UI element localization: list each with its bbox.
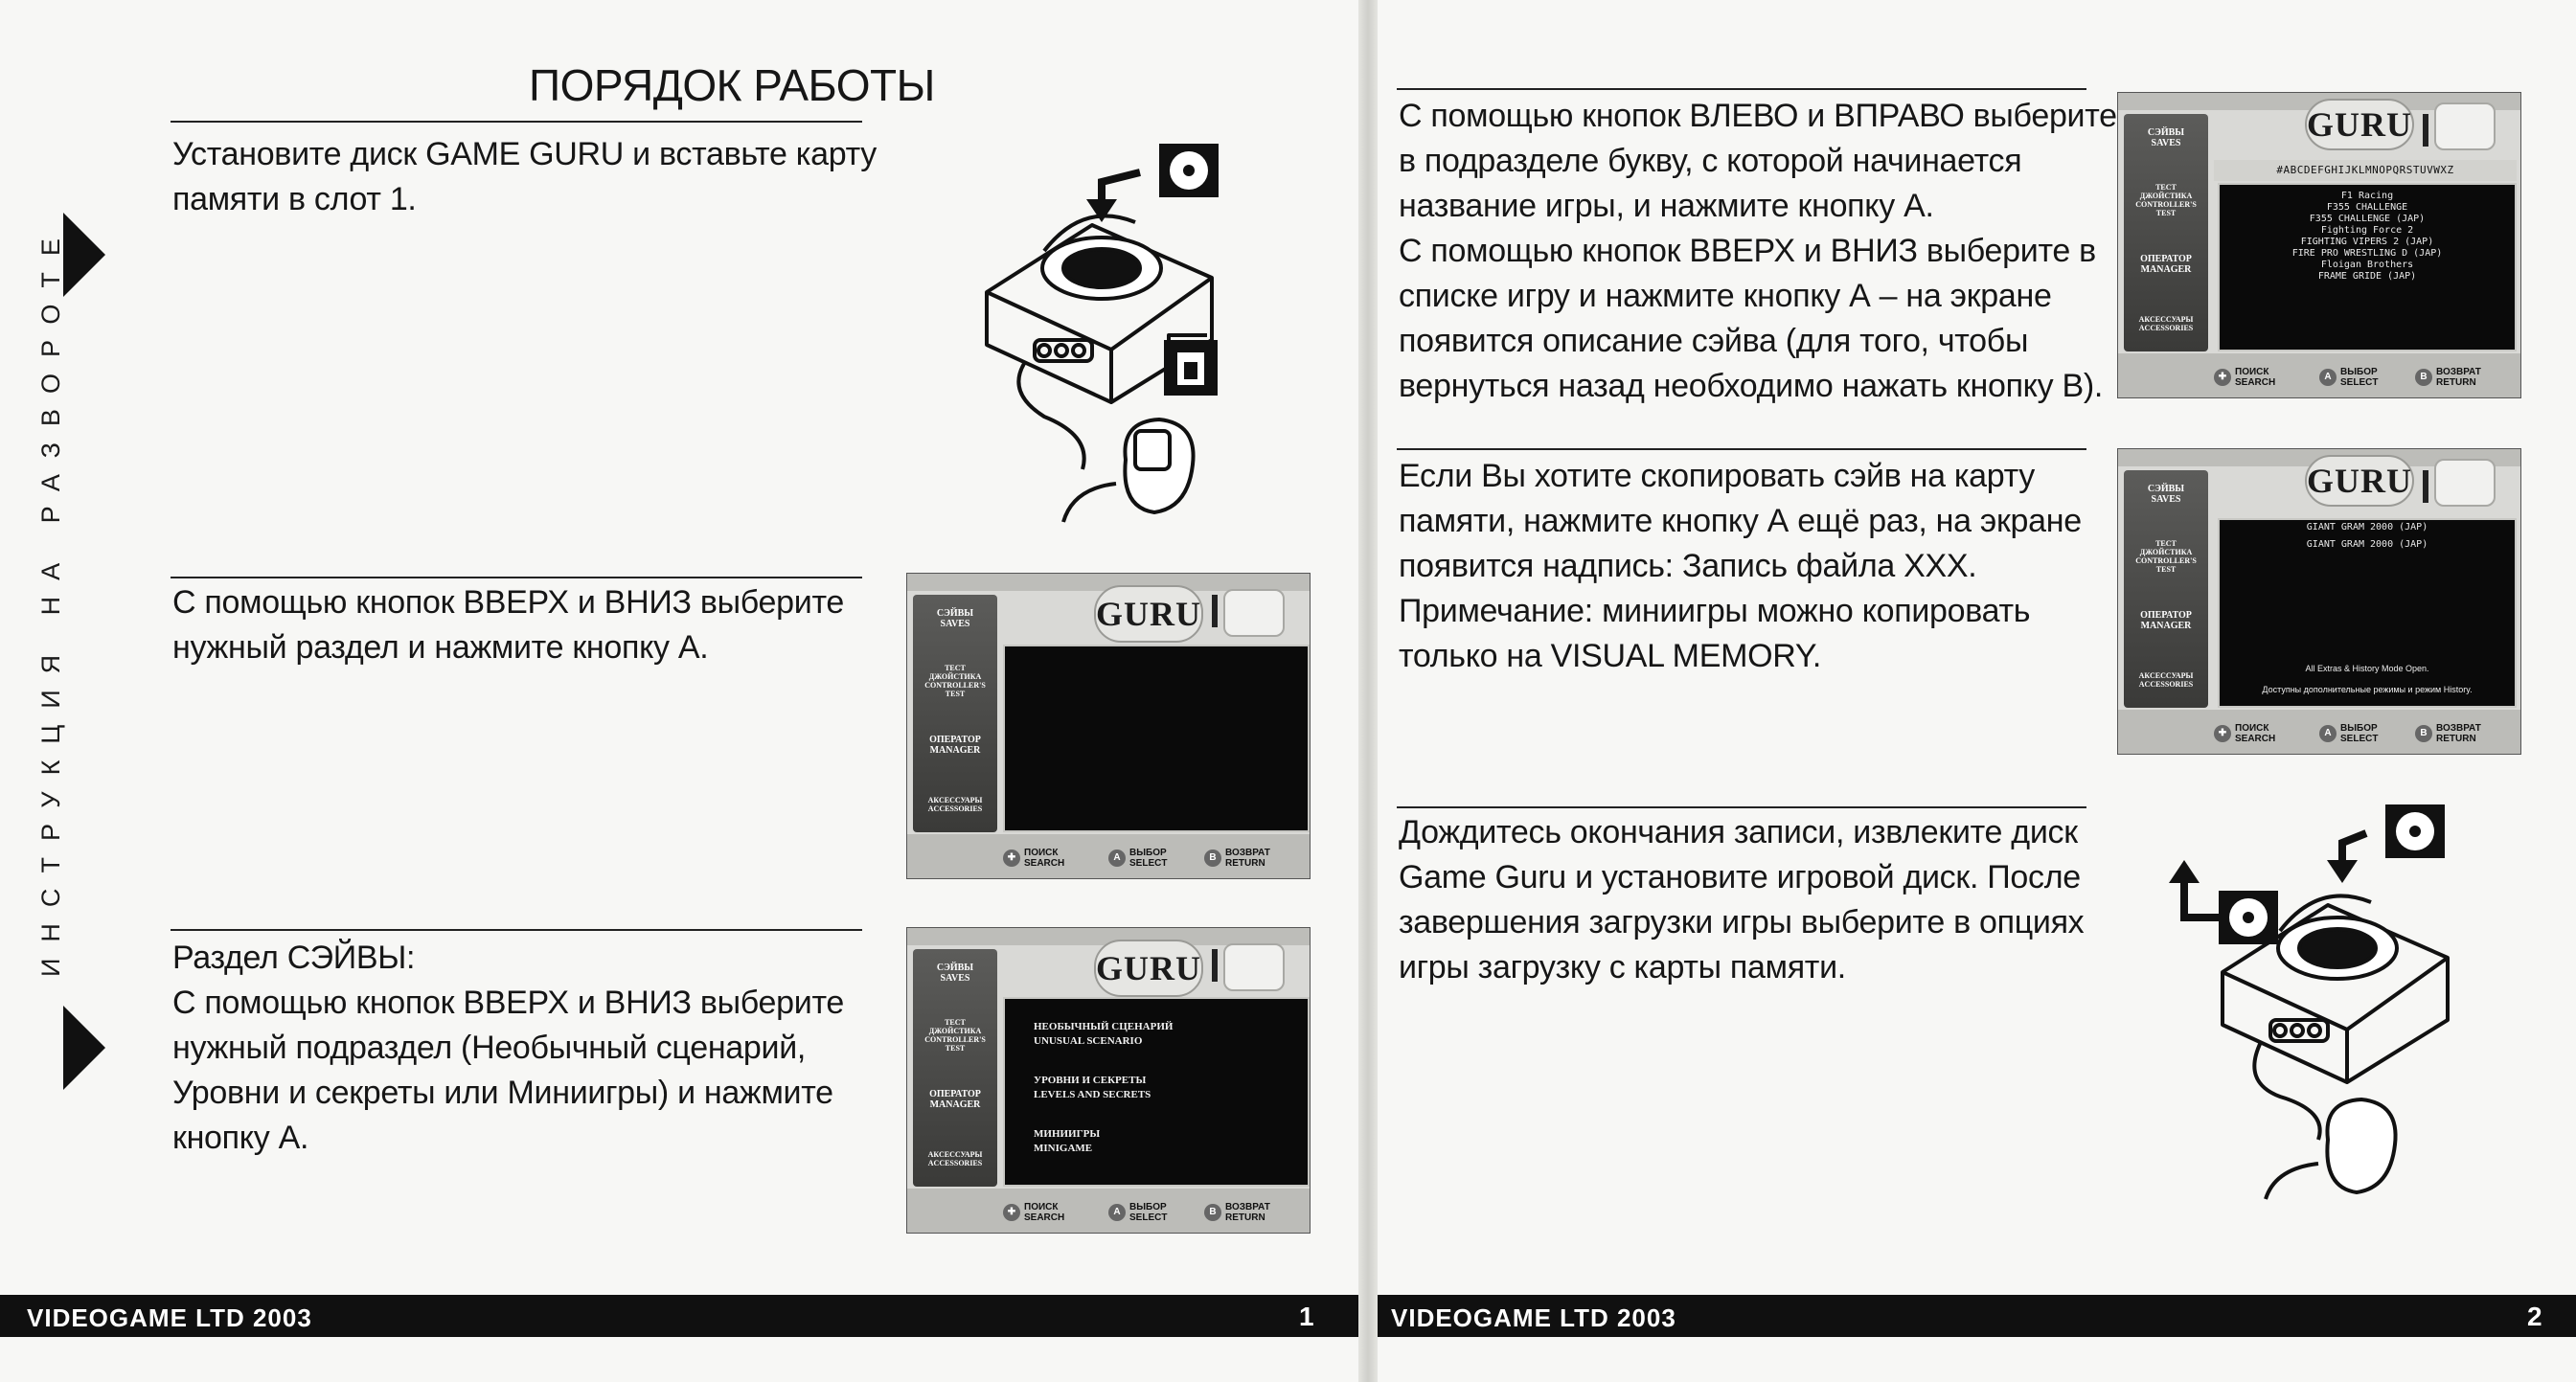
menu-controller-test: ТЕСТ ДЖОЙСТИКА CONTROLLER'S TEST bbox=[2135, 539, 2197, 574]
btn-select: A ВЫБОР SELECT bbox=[2319, 723, 2378, 744]
menu-accessories: АКСЕССУАРЫ ACCESSORIES bbox=[927, 1150, 983, 1167]
console-swap-illustration bbox=[2165, 804, 2472, 1207]
screenshot-main-menu bbox=[906, 573, 1311, 879]
copy-note-en: All Extras & History Mode Open. bbox=[2305, 664, 2429, 673]
menu-saves: СЭЙВЫ SAVES bbox=[936, 608, 974, 629]
btn-select: A ВЫБОР SELECT bbox=[1108, 848, 1167, 869]
step5-line: памяти, нажмите кнопку А ещё раз, на экране bbox=[1399, 503, 2082, 539]
vmu-slot-icon bbox=[2423, 114, 2428, 147]
vmu-icon bbox=[2434, 459, 2496, 507]
step4-line: появится описание сэйва (для того, чтобы bbox=[1399, 323, 2029, 359]
menu-manager: ОПЕРАТОР MANAGER bbox=[929, 735, 981, 756]
btn-search: ✚ ПОИСК SEARCH bbox=[1003, 1202, 1064, 1223]
screen-side-menu bbox=[913, 949, 997, 1187]
footer-publisher-right: VIDEOGAME LTD 2003 bbox=[1391, 1303, 1676, 1332]
step5-line: только на VISUAL MEMORY. bbox=[1399, 638, 1822, 674]
vmu-icon bbox=[1223, 943, 1285, 991]
step4-line: С помощью кнопок ВЛЕВО и ВПРАВО выберите bbox=[1399, 98, 2117, 134]
screen-side-menu bbox=[2124, 470, 2208, 708]
copy-note-ru: Доступны дополнительные режимы и режим History. bbox=[2262, 685, 2473, 694]
step2-line: нужный раздел и нажмите кнопку А. bbox=[172, 629, 709, 666]
menu-accessories: АКСЕССУАРЫ ACCESSORIES bbox=[927, 796, 983, 813]
console-insert-illustration bbox=[968, 144, 1255, 536]
step6-text bbox=[1399, 810, 2084, 990]
page-number-left: 1 bbox=[1299, 1302, 1314, 1331]
step2-line: С помощью кнопок ВВЕРХ и ВНИЗ выберите bbox=[172, 584, 844, 621]
guru-logo: GURU bbox=[2305, 455, 2414, 507]
screen-panel bbox=[1003, 645, 1310, 832]
step4-rule bbox=[1397, 88, 2086, 90]
screenshot-game-list bbox=[2117, 92, 2521, 398]
menu-accessories: АКСЕССУАРЫ ACCESSORIES bbox=[2138, 315, 2194, 332]
screen-side-menu bbox=[2124, 114, 2208, 351]
step6-line: Дождитесь окончания записи, извлеките диск bbox=[1399, 814, 2078, 850]
screen-button-bar bbox=[907, 834, 1310, 878]
menu-accessories: АКСЕССУАРЫ ACCESSORIES bbox=[2138, 671, 2194, 689]
btn-return: B ВОЗВРАТ RETURN bbox=[1204, 1202, 1270, 1223]
step1-line: памяти в слот 1. bbox=[172, 181, 417, 217]
step3-line: Раздел СЭЙВЫ: bbox=[172, 940, 416, 976]
marker-triangle-top bbox=[63, 213, 105, 297]
step4-line: в подразделе букву, с которой начинается bbox=[1399, 143, 2022, 179]
screen-panel bbox=[2218, 183, 2517, 351]
game-list-item: F355 CHALLENGE (JAP) bbox=[2309, 214, 2426, 224]
title-rule bbox=[171, 121, 862, 123]
step2-rule bbox=[171, 577, 862, 578]
screen-panel bbox=[2218, 518, 2517, 708]
menu-controller-test: ТЕСТ ДЖОЙСТИКА CONTROLLER'S TEST bbox=[924, 664, 986, 698]
screenshot-saves-menu bbox=[906, 927, 1311, 1234]
game-list-item: FIGHTING VIPERS 2 (JAP) bbox=[2300, 237, 2434, 247]
footer-publisher-left: VIDEOGAME LTD 2003 bbox=[27, 1303, 312, 1332]
btn-search: ✚ ПОИСК SEARCH bbox=[2214, 367, 2275, 388]
side-caption: ИНСТРУКЦИЯ НА РАЗВОРОТЕ bbox=[36, 222, 65, 977]
game-list-item: FRAME GRIDE (JAP) bbox=[2317, 271, 2417, 282]
vmu-slot-icon bbox=[1212, 595, 1218, 627]
btn-select: A ВЫБОР SELECT bbox=[1108, 1202, 1167, 1223]
menu-manager: ОПЕРАТОР MANAGER bbox=[929, 1089, 981, 1110]
step5-line: Примечание: миниигры можно копировать bbox=[1399, 593, 2031, 629]
step6-line: завершения загрузки игры выберите в опциях bbox=[1399, 904, 2085, 940]
menu-manager: ОПЕРАТОР MANAGER bbox=[2140, 254, 2192, 275]
step4-line: списке игру и нажмите кнопку А – на экране bbox=[1399, 278, 2052, 314]
step2-text bbox=[172, 580, 844, 670]
step6-line: Game Guru и установите игровой диск. После bbox=[1399, 859, 2081, 895]
step3-line: Уровни и секреты или Миниигры) и нажмите bbox=[172, 1075, 833, 1111]
game-list-item: F1 Racing bbox=[2340, 191, 2394, 201]
screen-button-bar bbox=[2118, 353, 2520, 397]
step4-line: С помощью кнопок ВВЕРХ и ВНИЗ выберите в bbox=[1399, 233, 2096, 269]
vmu-slot-icon bbox=[1212, 949, 1218, 982]
guru-logo: GURU bbox=[1094, 940, 1203, 997]
step6-line: игры загрузку с карты памяти. bbox=[1399, 949, 1846, 986]
btn-return: B ВОЗВРАТ RETURN bbox=[1204, 848, 1270, 869]
game-list-item: FIRE PRO WRESTLING D (JAP) bbox=[2291, 248, 2443, 259]
btn-return: B ВОЗВРАТ RETURN bbox=[2415, 367, 2481, 388]
menu-manager: ОПЕРАТОР MANAGER bbox=[2140, 610, 2192, 631]
marker-triangle-bottom bbox=[63, 1006, 105, 1090]
vmu-icon bbox=[1223, 589, 1285, 637]
screen-side-menu bbox=[913, 595, 997, 832]
game-list-item: F355 CHALLENGE bbox=[2326, 202, 2408, 213]
page-number-right: 2 bbox=[2527, 1302, 2542, 1331]
game-list-item: Floigan Brothers bbox=[2320, 260, 2414, 270]
step4-line: название игры, и нажмите кнопку А. bbox=[1399, 188, 1934, 224]
menu-saves: СЭЙВЫ SAVES bbox=[2147, 127, 2185, 148]
option-levels-secrets: УРОВНИ И СЕКРЕТЫ LEVELS AND SECRETS bbox=[1034, 1075, 1151, 1100]
screen-button-bar bbox=[907, 1189, 1310, 1233]
btn-select: A ВЫБОР SELECT bbox=[2319, 367, 2378, 388]
menu-saves: СЭЙВЫ SAVES bbox=[936, 963, 974, 984]
step5-line: появится надпись: Запись файла ХХХ. bbox=[1399, 548, 1977, 584]
game-list-item: Fighting Force 2 bbox=[2320, 225, 2414, 236]
step1-line: Установите диск GAME GURU и вставьте карту bbox=[172, 136, 877, 172]
step5-text bbox=[1399, 454, 2082, 679]
binding-gutter bbox=[1358, 0, 1378, 1382]
step3-line: С помощью кнопок ВВЕРХ и ВНИЗ выберите bbox=[172, 985, 844, 1021]
guru-logo: GURU bbox=[2305, 99, 2414, 150]
step3-line: кнопку А. bbox=[172, 1120, 309, 1156]
step1-text bbox=[172, 132, 877, 222]
menu-controller-test: ТЕСТ ДЖОЙСТИКА CONTROLLER'S TEST bbox=[2135, 183, 2197, 217]
copy-list-item: GIANT GRAM 2000 (JAP) bbox=[2306, 522, 2428, 532]
step3-rule bbox=[171, 929, 862, 931]
option-unusual-scenario: НЕОБЫЧНЫЙ СЦЕНАРИЙ UNUSUAL SCENARIO bbox=[1034, 1021, 1174, 1047]
guru-logo: GURU bbox=[1094, 585, 1203, 643]
page-title: ПОРЯДОК РАБОТЫ bbox=[529, 60, 935, 110]
screen-panel bbox=[1003, 997, 1310, 1187]
step5-line: Если Вы хотите скопировать сэйв на карту bbox=[1399, 458, 2035, 494]
step4-text bbox=[1399, 94, 2117, 409]
menu-controller-test: ТЕСТ ДЖОЙСТИКА CONTROLLER'S TEST bbox=[924, 1018, 986, 1053]
vmu-icon bbox=[2434, 102, 2496, 150]
screen-button-bar bbox=[2118, 710, 2520, 754]
step5-rule bbox=[1397, 448, 2086, 450]
step3-line: нужный подраздел (Необычный сценарий, bbox=[172, 1030, 807, 1066]
btn-search: ✚ ПОИСК SEARCH bbox=[2214, 723, 2275, 744]
copy-list-item: GIANT GRAM 2000 (JAP) bbox=[2306, 539, 2428, 550]
option-minigame: МИНИИГРЫ MINIGAME bbox=[1034, 1128, 1101, 1154]
step3-text bbox=[172, 936, 844, 1161]
step4-line: вернуться назад необходимо нажать кнопку В). bbox=[1399, 368, 2104, 404]
alphabet-selector: #ABCDEFGHIJKLMNOPQRSTUVWXZ bbox=[2214, 160, 2517, 181]
vmu-slot-icon bbox=[2423, 470, 2428, 503]
btn-return: B ВОЗВРАТ RETURN bbox=[2415, 723, 2481, 744]
btn-search: ✚ ПОИСК SEARCH bbox=[1003, 848, 1064, 869]
step6-rule bbox=[1397, 806, 2086, 808]
screenshot-copy-save bbox=[2117, 448, 2521, 755]
menu-saves: СЭЙВЫ SAVES bbox=[2147, 484, 2185, 505]
